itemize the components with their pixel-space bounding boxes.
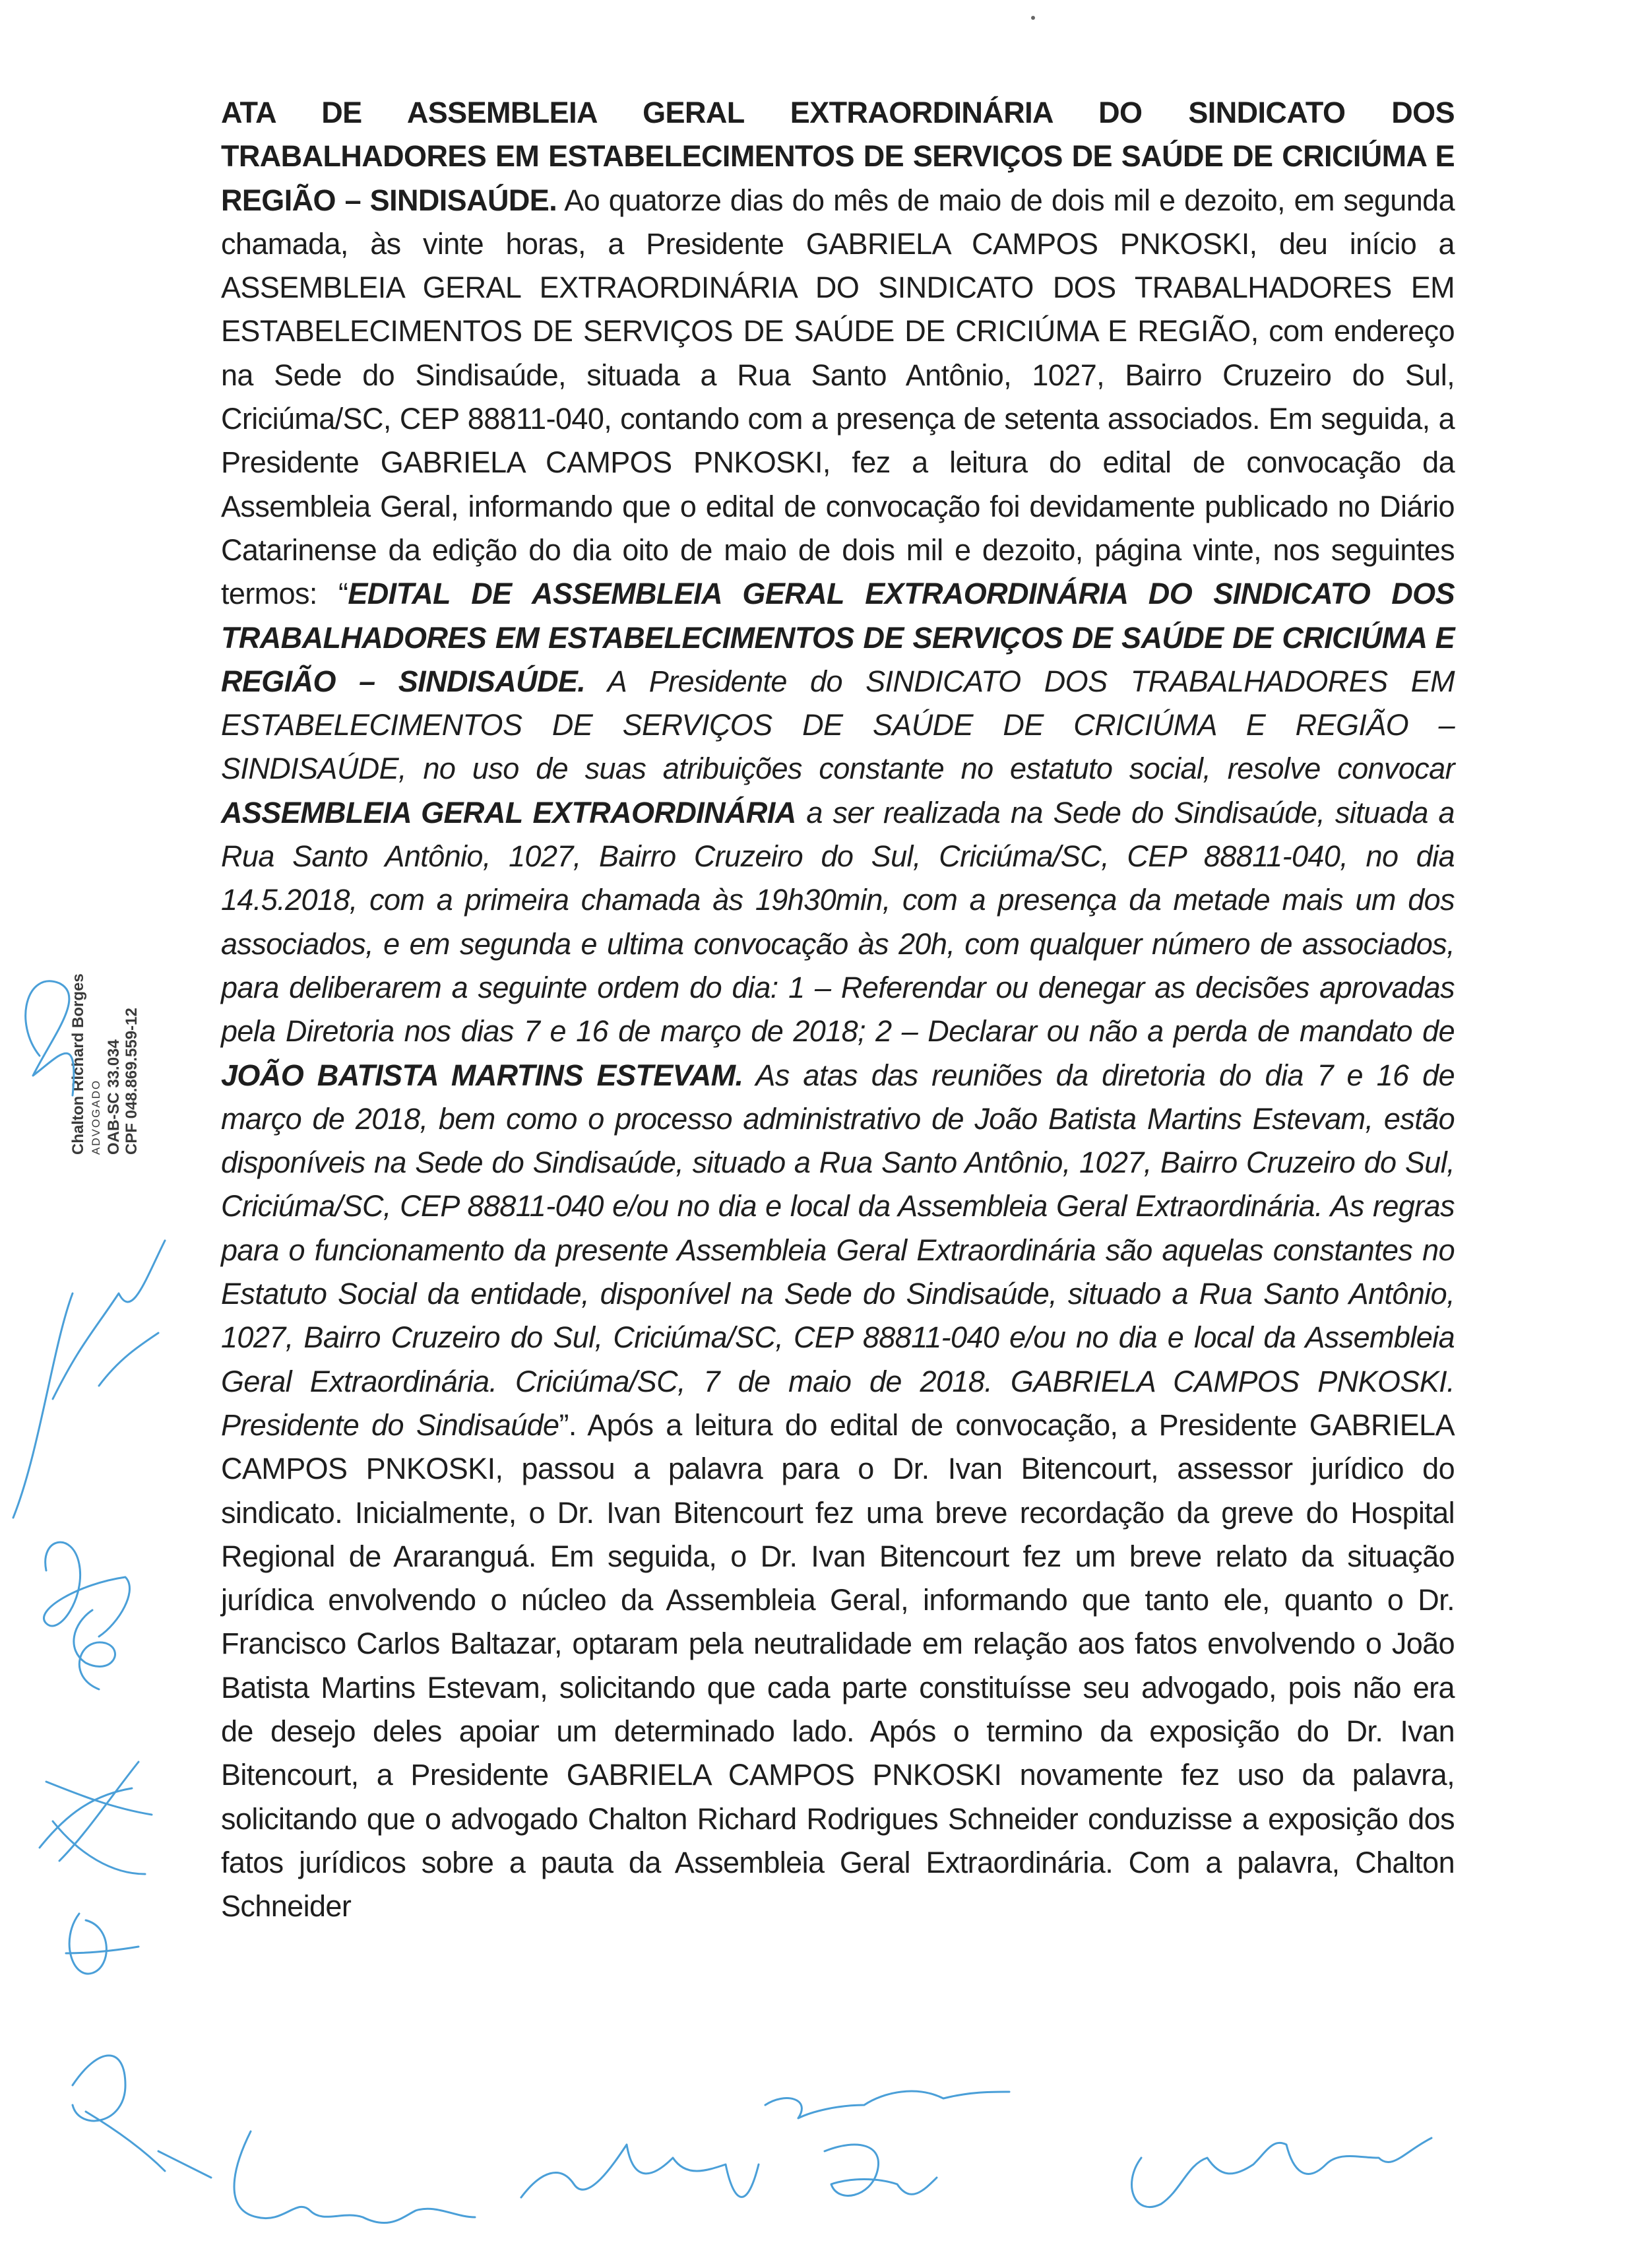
signature-bottom-1 [234, 2131, 475, 2223]
proceedings-paragraph: ”. Após a leitura do edital de convocação, a Presidente GABRIELA CAMPOS PNKOSKI, passou a palavra para o Dr. Ivan Bitencourt, assessor jurídico do sindicato. Inicialmente, o Dr. Ivan Bitencourt fez uma breve recordação da greve do Hospital Regional de Araranguá. Em seguida, o Dr. Ivan Bitencourt fez um breve relato da situação jurídica envolvendo o núcleo da Assembleia Geral, informando que tanto ele, quanto o Dr. Francisco Carlos Baltazar, optaram pela neutralidade em relação aos fatos envolvendo o João Batista Martins Estevam, solicitando que cada parte constituísse seu advogado, pois não era de desejo deles apoiar um determinado lado. Após o termino da exposição do Dr. Ivan Bitencourt, a Presidente GABRIELA CAMPOS PNKOSKI novamente fez uso da palavra, solicitando que o advogado Chalton Richard Rodrigues Schneider conduzisse a exposição dos fatos jurídicos sobre a pauta da Assembleia Geral Extraordinária. Com a palavra, Chalton Schneider [221, 1408, 1455, 1924]
minutes-body-text [221, 91, 1455, 1928]
notice-title: EDITAL DE ASSEMBLEIA GERAL EXTRAORDINÁRIA DO SINDICATO DOS TRABALHADORES EM ESTABELECIMENTOS DE SERVIÇOS DE SAÚDE DE CRICIÚMA E REGIÃO – SINDISAÚDE. [221, 577, 1455, 698]
stamp-title: ADVOGADO [90, 1079, 102, 1155]
signature-bottom-5 [1132, 2138, 1432, 2207]
notice-text-part-3: As atas das reuniões da diretoria do dia 7 e 16 de março de 2018, bem como o processo administrativo de João Batista Martins Estevam, estão disponíveis na Sede do Sindisaúde, situado a Rua Santo Antônio, 1027, Bairro Cruzeiro do Sul, Criciúma/SC, CEP 88811-040 e/ou no dia e local da Assembleia Geral Extraordinária. As regras para o funcionamento da presente Assembleia Geral Extraordinária são aquelas constantes no Estatuto Social da entidade, disponível na Sede do Sindisaúde, situado a Rua Santo Antônio, 1027, Bairro Cruzeiro do Sul, Criciúma/SC, CEP 88811-040 e/ou no dia e local da Assembleia Geral Extraordinária. Criciúma/SC, 7 de maio de 2018. GABRIELA CAMPOS PNKOSKI. Presidente do Sindisaúde [221, 1058, 1455, 1442]
stamp-name: Chalton Richard Borges [69, 973, 87, 1155]
minutes-title: ATA DE ASSEMBLEIA GERAL EXTRAORDINÁRIA DO SINDICATO DOS TRABALHADORES EM ESTABELECIMENTOS DE SERVIÇOS DE SAÚDE DE CRICIÚMA E REGIÃO – SINDISAÚDE. [221, 96, 1455, 217]
signature-6 [66, 1914, 139, 1974]
signature-bottom-4 [825, 2145, 937, 2195]
stamp-oab: OAB-SC 33.034 [105, 1039, 123, 1155]
signature-3 [44, 1542, 130, 1636]
signature-bottom-2 [521, 2145, 759, 2197]
signature-1 [26, 981, 74, 1095]
margin-signatures [0, 924, 218, 2244]
signature-5 [40, 1762, 152, 1874]
notice-text-part-2: a ser realizada na Sede do Sindisaúde, situada a Rua Santo Antônio, 1027, Bairro Cruzeiro do Sul, Criciúma/SC, CEP 88811-040, no dia 14.5.2018, com a primeira chamada às 19h30min, com a presença da metade mais um dos associados, e em segunda e ultima convocação às 20h, com qualquer número de associados, para deliberarem a seguinte ordem do dia: 1 – Referendar ou denegar as decisões aprovadas pela Diretoria nos dias 7 e 16 de março de 2018; 2 – Declarar ou não a perda de mandato de [221, 795, 1455, 1049]
signature-bottom-3 [765, 2091, 1009, 2118]
notice-text-part-1: A Presidente do SINDICATO DOS TRABALHADORES EM ESTABELECIMENTOS DE SERVIÇOS DE SAÚDE DE CRICIÚMA E REGIÃO – SINDISAÚDE, no uso de suas atribuições constante no estatuto social, resolve convocar [221, 664, 1455, 786]
bottom-signatures [152, 2065, 1504, 2263]
signature-4 [74, 1610, 115, 1689]
scan-speck [1031, 16, 1035, 20]
opening-paragraph: Ao quatorze dias do mês de maio de dois mil e dezoito, em segunda chamada, às vinte horas, a Presidente GABRIELA CAMPOS PNKOSKI, deu início a ASSEMBLEIA GERAL EXTRAORDINÁRIA DO SINDICATO DOS TRABALHADORES EM ESTABELECIMENTOS DE SERVIÇOS DE SAÚDE DE CRICIÚMA E REGIÃO, com endereço na Sede do Sindisaúde, situada a Rua Santo Antônio, 1027, Bairro Cruzeiro do Sul, Criciúma/SC, CEP 88811-040, contando com a presença de setenta associados. Em seguida, a Presidente GABRIELA CAMPOS PNKOSKI, fez a leitura do edital de convocação da Assembleia Geral, informando que o edital de convocação foi devidamente publicado no Diário Catarinense da edição do dia oito de maio de dois mil e dezoito, página vinte, nos seguintes termos: “ [221, 183, 1455, 611]
stamp-cpf: CPF 048.869.559-12 [123, 1008, 141, 1155]
notice-person-emphasis: JOÃO BATISTA MARTINS ESTEVAM. [221, 1058, 743, 1092]
signature-2 [13, 1241, 165, 1518]
notice-assembly-emphasis: ASSEMBLEIA GERAL EXTRAORDINÁRIA [221, 795, 796, 829]
